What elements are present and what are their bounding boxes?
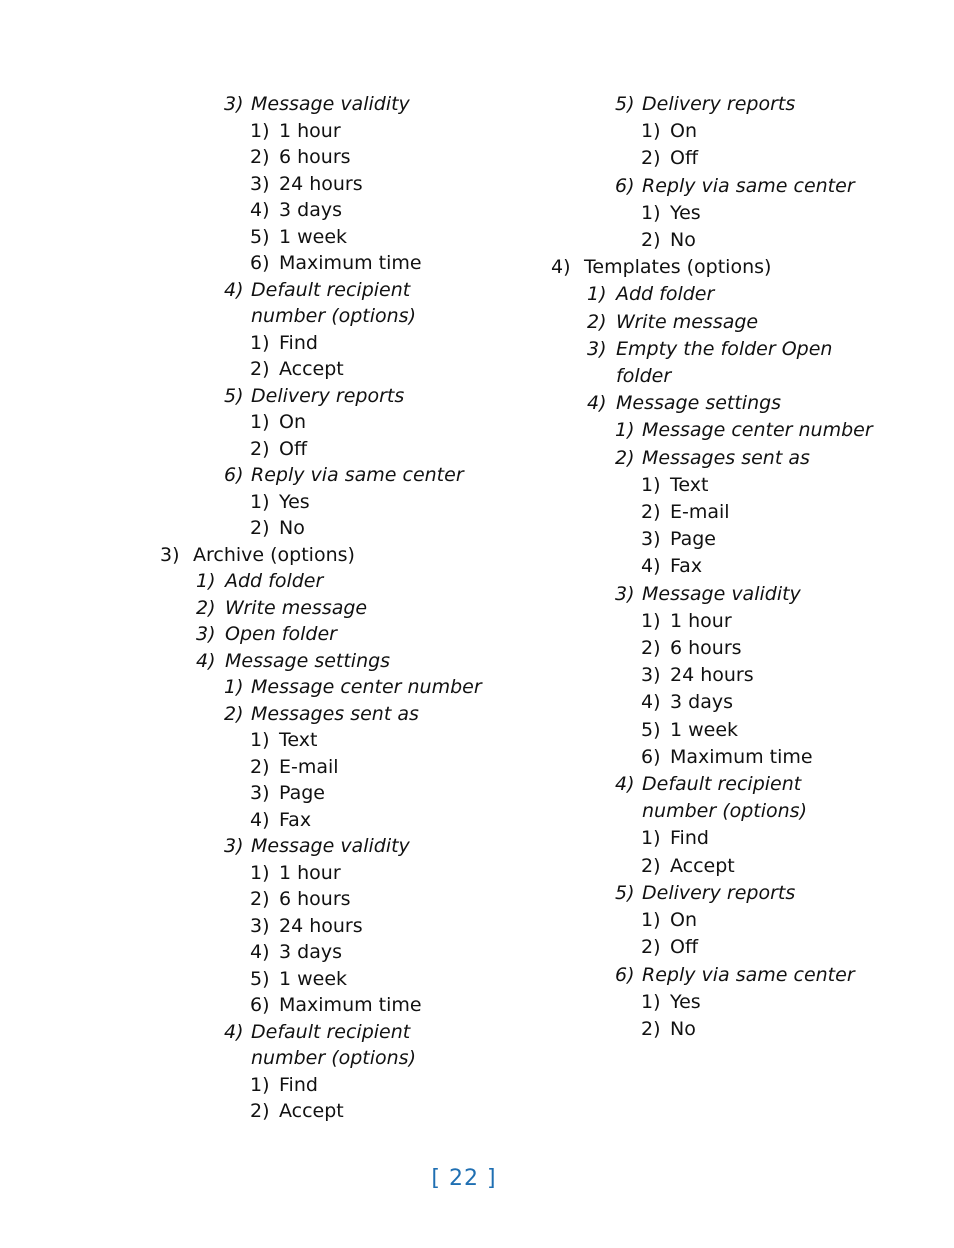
menu-item-number: 6) [250, 994, 270, 1016]
menu-item [160, 568, 490, 595]
menu-item-number: 3) [250, 914, 270, 937]
menu-item-label: 1 hour [670, 609, 732, 632]
menu-item-label: 24 hours [279, 172, 363, 195]
menu-item [551, 499, 881, 526]
menu-item-label: Empty the folder Open folder [616, 337, 833, 388]
menu-item [160, 436, 490, 463]
menu-item-label: Message validity [251, 835, 410, 857]
menu-item-number: 1) [641, 609, 661, 632]
menu-item [551, 281, 881, 308]
menu-item-number: 2) [641, 854, 661, 877]
menu-item [160, 542, 490, 569]
menu-item-number: 2) [641, 501, 661, 524]
menu-item-label: Fax [670, 555, 703, 578]
menu-item-label: Templates (options) [584, 256, 772, 279]
menu-item-number: 4) [250, 941, 270, 963]
menu-item [160, 91, 490, 118]
menu-item-label: Reply via same center [642, 174, 855, 197]
menu-item [551, 662, 881, 689]
menu-item-label: Accept [279, 1100, 344, 1122]
menu-item-label: On [670, 909, 697, 932]
menu-item-number: 2) [641, 936, 661, 959]
menu-item-label: Reply via same center [251, 464, 464, 486]
menu-item [160, 939, 490, 966]
menu-item [551, 880, 881, 907]
menu-item-number: 3) [250, 782, 270, 804]
menu-item-number: 4) [587, 392, 607, 415]
menu-item-number: 2) [250, 146, 270, 168]
menu-item-label: E-mail [670, 501, 730, 524]
left-column [160, 91, 490, 1125]
menu-item-number: 6) [250, 252, 270, 274]
menu-item-label: Maximum time [279, 252, 422, 274]
menu-item-number: 5) [250, 967, 270, 990]
menu-item-label: On [670, 120, 697, 143]
menu-item [160, 621, 490, 648]
menu-item-number: 1) [641, 201, 661, 224]
page-number: [ 22 ] [431, 1166, 497, 1191]
menu-item-label: E-mail [279, 755, 339, 778]
menu-item [160, 409, 490, 436]
menu-item-number: 1) [250, 119, 270, 142]
menu-item-label: Yes [670, 201, 701, 224]
menu-item-number: 2) [641, 229, 661, 252]
menu-item-label: Accept [279, 358, 344, 380]
menu-item-label: Default recipient number (options) [251, 1020, 416, 1069]
menu-item [160, 780, 490, 807]
menu-item-number: 1) [250, 861, 270, 884]
menu-item-number: 1) [615, 419, 635, 442]
menu-item [551, 825, 881, 852]
menu-item-label: Messages sent as [251, 702, 419, 725]
menu-item-label: Add folder [616, 283, 715, 306]
menu-item-number: 2) [641, 637, 661, 660]
menu-item [160, 966, 490, 993]
menu-item-number: 4) [224, 278, 244, 301]
menu-item-number: 1) [250, 729, 270, 751]
menu-item-number: 1) [224, 676, 244, 698]
menu-item-number: 3) [641, 528, 661, 551]
menu-item-label: No [670, 1017, 696, 1040]
menu-item-number: 3) [224, 93, 244, 115]
menu-item-label: Reply via same center [642, 963, 855, 986]
menu-item-number: 5) [224, 384, 244, 407]
menu-item [160, 727, 490, 754]
menu-item [551, 145, 881, 172]
menu-item-number: 1) [250, 411, 270, 433]
menu-item [160, 144, 490, 171]
menu-item [551, 1016, 881, 1043]
menu-item-label: Find [279, 331, 318, 354]
menu-item [551, 717, 881, 744]
menu-item-number: 6) [615, 963, 635, 986]
menu-item-label: 24 hours [670, 664, 754, 687]
menu-item-number: 6) [224, 464, 244, 486]
menu-item-number: 4) [615, 773, 635, 796]
menu-item-label: Accept [670, 854, 735, 877]
menu-item [160, 992, 490, 1019]
menu-item-label: Maximum time [279, 994, 422, 1016]
menu-item-number: 1) [250, 490, 270, 513]
menu-item [551, 336, 881, 390]
menu-item-number: 5) [641, 718, 661, 741]
menu-item-label: Messages sent as [642, 446, 810, 469]
menu-item [160, 674, 490, 701]
menu-item-label: Yes [279, 490, 310, 513]
menu-item-number: 4) [551, 256, 571, 279]
menu-item-label: Off [279, 437, 308, 460]
menu-item-label: 3 days [279, 199, 342, 221]
menu-item-number: 1) [250, 1073, 270, 1096]
menu-item [160, 462, 490, 489]
menu-item-label: 6 hours [670, 637, 742, 660]
menu-item [160, 754, 490, 781]
menu-item-label: Off [670, 936, 699, 959]
menu-item-label: Find [279, 1073, 318, 1096]
menu-item [551, 853, 881, 880]
menu-item-label: No [279, 517, 305, 539]
menu-item [160, 807, 490, 834]
menu-item [551, 91, 881, 118]
menu-item-number: 2) [250, 888, 270, 910]
menu-item-number: 2) [641, 1017, 661, 1040]
menu-item-label: On [279, 411, 306, 433]
menu-item [160, 886, 490, 913]
menu-item-number: 2) [587, 310, 607, 333]
menu-item [551, 390, 881, 417]
menu-item [160, 489, 490, 516]
menu-item [160, 250, 490, 277]
menu-item-number: 4) [224, 1020, 244, 1043]
menu-item-label: Text [670, 473, 709, 496]
menu-item-number: 1) [641, 473, 661, 496]
menu-item-number: 3) [224, 835, 244, 857]
menu-item-number: 2) [250, 437, 270, 460]
menu-item-label: 3 days [279, 941, 342, 963]
menu-item [160, 1098, 490, 1125]
menu-item-label: Message validity [642, 582, 801, 605]
menu-item [551, 526, 881, 553]
menu-item-label: 6 hours [279, 146, 351, 168]
menu-item [551, 608, 881, 635]
menu-item-label: Archive (options) [193, 543, 355, 566]
menu-item-label: Delivery reports [642, 881, 796, 904]
menu-item [551, 771, 881, 825]
menu-item-number: 2) [224, 702, 244, 725]
menu-item-number: 4) [641, 555, 661, 578]
menu-item-number: 3) [250, 172, 270, 195]
menu-item-label: Delivery reports [251, 384, 405, 407]
menu-item [551, 553, 881, 580]
menu-item-label: Message settings [616, 392, 782, 415]
menu-item-label: Fax [279, 808, 312, 831]
menu-item [551, 689, 881, 716]
menu-item-label: 1 week [670, 718, 739, 741]
menu-item [551, 173, 881, 200]
menu-item [160, 171, 490, 198]
menu-item [160, 224, 490, 251]
menu-item-number: 1) [641, 990, 661, 1013]
menu-item-number: 3) [641, 664, 661, 687]
menu-item [551, 309, 881, 336]
menu-item-number: 1) [587, 283, 607, 306]
menu-item-number: 3) [160, 543, 180, 566]
menu-item [551, 472, 881, 499]
menu-item [160, 701, 490, 728]
menu-item-number: 5) [250, 225, 270, 248]
menu-item [160, 277, 490, 330]
menu-item-label: 3 days [670, 691, 733, 714]
menu-item-number: 4) [250, 808, 270, 831]
menu-item-label: Maximum time [670, 745, 813, 768]
menu-item-number: 5) [615, 93, 635, 115]
menu-item [551, 445, 881, 472]
menu-item [551, 118, 881, 145]
menu-item [551, 635, 881, 662]
menu-item-number: 1) [641, 827, 661, 850]
menu-item-label: Page [279, 782, 325, 804]
menu-item [160, 197, 490, 224]
menu-item-label: Write message [225, 596, 368, 619]
menu-item-number: 6) [615, 174, 635, 197]
menu-item-label: Default recipient number (options) [642, 773, 807, 823]
menu-item-label: Message settings [225, 649, 391, 672]
menu-item-number: 1) [641, 120, 661, 143]
menu-item-number: 5) [615, 881, 635, 904]
menu-item-number: 6) [641, 745, 661, 768]
menu-item-label: 24 hours [279, 914, 363, 937]
menu-item [160, 833, 490, 860]
menu-item-label: Yes [670, 990, 701, 1013]
menu-item-number: 2) [250, 358, 270, 380]
menu-item [551, 417, 881, 444]
menu-item-label: Text [279, 729, 318, 751]
menu-item-number: 2) [641, 147, 661, 170]
menu-item-number: 1) [196, 570, 216, 592]
menu-item-number: 3) [587, 337, 607, 360]
menu-item [551, 227, 881, 254]
menu-item [551, 581, 881, 608]
menu-item [160, 648, 490, 675]
menu-item [160, 913, 490, 940]
menu-item [551, 962, 881, 989]
menu-item [551, 744, 881, 771]
menu-item-label: Open folder [225, 623, 337, 645]
menu-item-label: 1 hour [279, 861, 341, 884]
menu-item [160, 118, 490, 145]
menu-item [160, 515, 490, 542]
menu-item [551, 989, 881, 1016]
menu-item [160, 1019, 490, 1072]
menu-item [160, 356, 490, 383]
menu-item-label: No [670, 229, 696, 252]
menu-item-number: 4) [196, 649, 216, 672]
menu-item-number: 4) [250, 199, 270, 221]
menu-item-label: Delivery reports [642, 93, 796, 115]
menu-item-number: 2) [615, 446, 635, 469]
menu-item-label: 1 week [279, 225, 348, 248]
menu-item-number: 4) [641, 691, 661, 714]
menu-item-label: Message center number [251, 676, 482, 698]
menu-item-label: Write message [616, 310, 759, 333]
menu-item-label: 1 week [279, 967, 348, 990]
menu-item [160, 595, 490, 622]
menu-item-label: Message center number [642, 419, 873, 442]
menu-item-number: 1) [250, 331, 270, 354]
menu-item [551, 934, 881, 961]
menu-item-label: Page [670, 528, 716, 551]
menu-item [551, 200, 881, 227]
menu-item [160, 1072, 490, 1099]
menu-item-number: 3) [196, 623, 216, 645]
menu-item-number: 2) [250, 755, 270, 778]
menu-item-label: 1 hour [279, 119, 341, 142]
menu-item [160, 330, 490, 357]
menu-item [551, 254, 881, 281]
menu-item-label: Add folder [225, 570, 324, 592]
menu-item-number: 2) [250, 1100, 270, 1122]
right-column [551, 91, 881, 1043]
menu-item [160, 860, 490, 887]
menu-item-label: 6 hours [279, 888, 351, 910]
menu-item-label: Default recipient number (options) [251, 278, 416, 327]
menu-item-label: Message validity [251, 93, 410, 115]
menu-item [551, 907, 881, 934]
menu-item-label: Find [670, 827, 709, 850]
menu-item [160, 383, 490, 410]
menu-item-number: 2) [196, 596, 216, 619]
menu-item-number: 1) [641, 909, 661, 932]
menu-item-number: 2) [250, 517, 270, 539]
menu-item-number: 3) [615, 582, 635, 605]
menu-item-label: Off [670, 147, 699, 170]
